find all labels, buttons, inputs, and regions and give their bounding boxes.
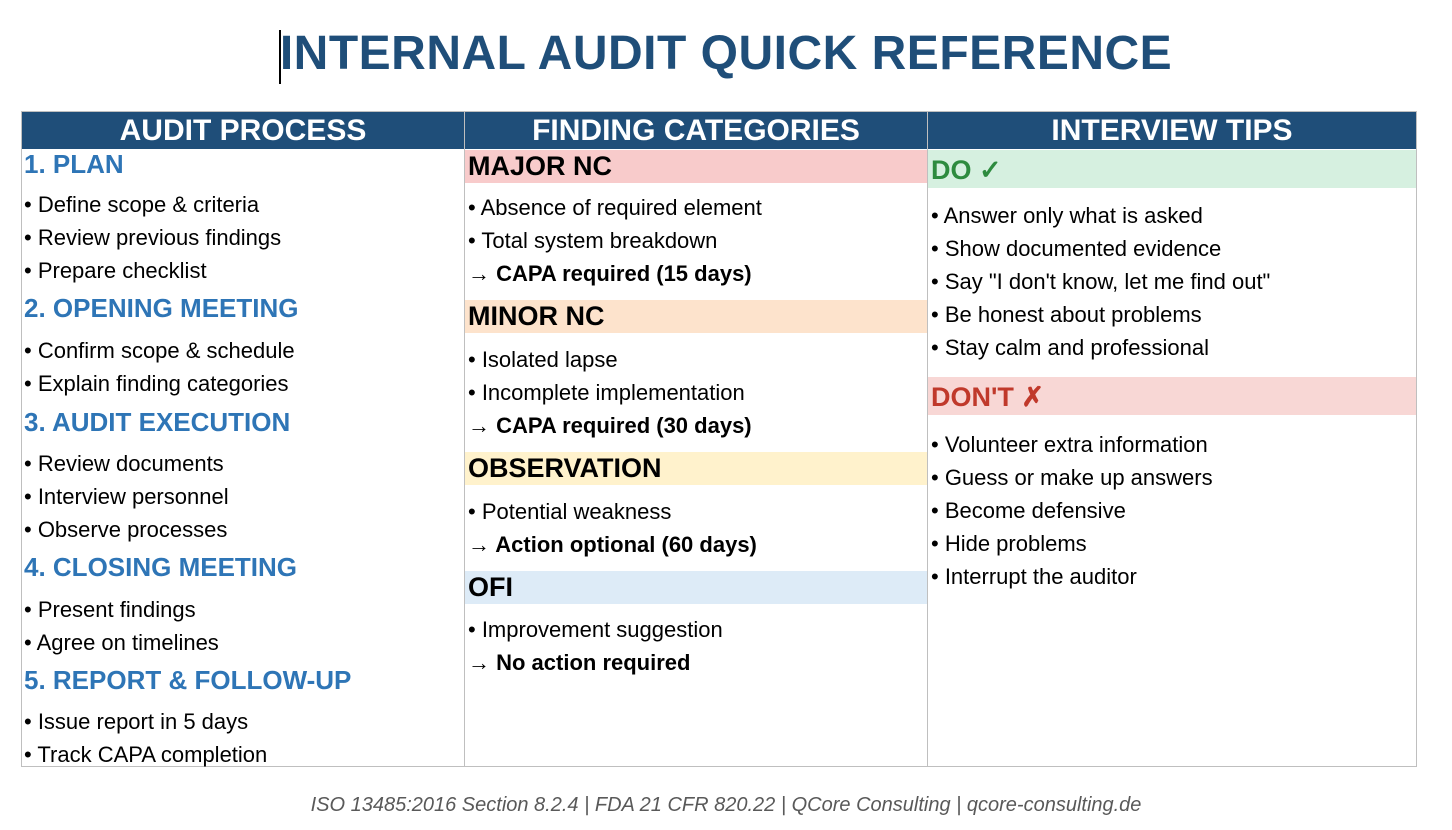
list-item: • Guess or make up answers [931, 465, 1213, 490]
list-item: • Be honest about problems [931, 302, 1202, 327]
list-item: • Total system breakdown [468, 228, 718, 253]
list-item: • Observe processes [24, 517, 228, 542]
list-item: • Track CAPA completion [24, 742, 268, 767]
opening-meeting-section-title: 2. OPENING MEETING [24, 293, 299, 323]
ofi-title: OFI [465, 571, 927, 604]
minor-nc-title: MINOR NC [465, 300, 927, 333]
dont-section-title: DON'T ✗ [928, 377, 1416, 415]
list-item: • Interview personnel [24, 484, 229, 509]
audit-process-header: AUDIT PROCESS [22, 112, 464, 149]
audit-process-column [22, 112, 465, 766]
list-item: • Answer only what is asked [931, 203, 1203, 228]
interview-tips-column [928, 112, 1416, 766]
page-title: INTERNAL AUDIT QUICK REFERENCE [279, 27, 1173, 80]
list-item: • Explain finding categories [24, 371, 289, 396]
list-item: • Isolated lapse [468, 347, 618, 372]
list-item: • Confirm scope & schedule [24, 338, 295, 363]
interview-tips-header: INTERVIEW TIPS [928, 112, 1416, 149]
do-section-title: DO ✓ [928, 150, 1416, 188]
list-item: • Say "I don't know, let me find out" [931, 269, 1271, 294]
list-item: • Define scope & criteria [24, 192, 260, 217]
ofi-action: → No action required [468, 650, 691, 675]
list-item: • Volunteer extra information [931, 432, 1208, 457]
list-item: • Agree on timelines [24, 630, 219, 655]
audit-execution-section-title: 3. AUDIT EXECUTION [24, 407, 291, 437]
observation-title: OBSERVATION [465, 452, 927, 485]
minor-nc-action: → CAPA required (30 days) [468, 413, 752, 438]
finding-categories-column [465, 112, 928, 766]
closing-meeting-section-title: 4. CLOSING MEETING [24, 552, 298, 582]
list-item: • Review previous findings [24, 225, 282, 250]
list-item: • Absence of required element [468, 195, 762, 220]
list-item: • Hide problems [931, 531, 1087, 556]
major-nc-title: MAJOR NC [465, 150, 927, 183]
report-section-title: 5. REPORT & FOLLOW-UP [24, 665, 352, 695]
plan-section-title: 1. PLAN [24, 149, 124, 179]
list-item: • Prepare checklist [24, 258, 207, 283]
finding-categories-header: FINDING CATEGORIES [465, 112, 927, 149]
list-item: • Show documented evidence [931, 236, 1222, 261]
list-item: • Review documents [24, 451, 224, 476]
list-item: • Interrupt the auditor [931, 564, 1137, 589]
list-item: • Improvement suggestion [468, 617, 723, 642]
observation-action: → Action optional (60 days) [468, 532, 757, 557]
list-item: • Issue report in 5 days [24, 709, 249, 734]
major-nc-action: → CAPA required (15 days) [468, 261, 752, 286]
list-item: • Present findings [24, 597, 196, 622]
list-item: • Potential weakness [468, 499, 672, 524]
list-item: • Stay calm and professional [931, 335, 1209, 360]
list-item: • Incomplete implementation [468, 380, 745, 405]
reference-table [21, 111, 1417, 767]
list-item: • Become defensive [931, 498, 1126, 523]
footer-citation: ISO 13485:2016 Section 8.2.4 | FDA 21 CFR 820.22 | QCore Consulting | qcore-consulting.de [310, 794, 1142, 816]
